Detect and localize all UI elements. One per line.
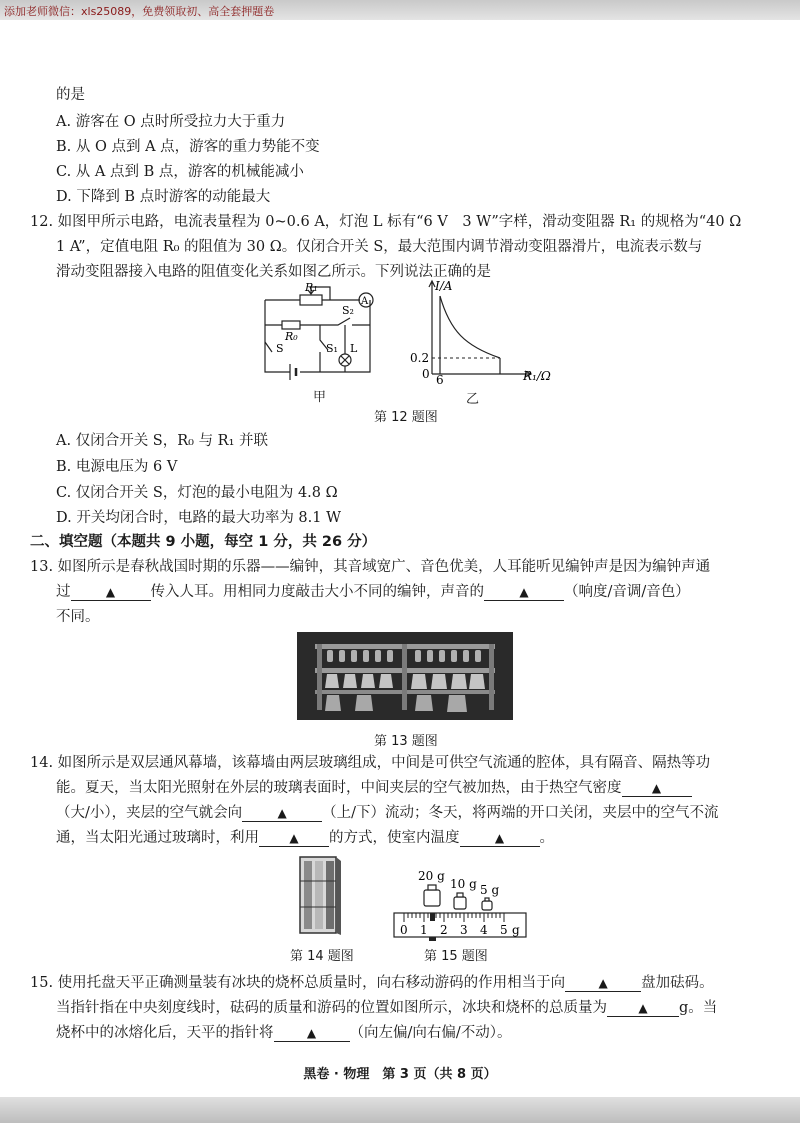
- r1-label: R₁: [305, 281, 318, 294]
- q11-stem-end: 的是: [56, 87, 85, 103]
- q12-option-c: C. 仅闭合开关 S，灯泡的最小电阻为 4.8 Ω: [56, 485, 338, 501]
- section-2-heading: 二、填空题（本题共 9 小题，每空 1 分，共 26 分）: [30, 534, 377, 550]
- q14-blank-1[interactable]: ▲: [622, 780, 692, 797]
- scale-label-4: 4: [480, 923, 488, 937]
- q12-option-a: A. 仅闭合开关 S，R₀ 与 R₁ 并联: [56, 433, 269, 449]
- q13-line-3: 不同。: [56, 609, 100, 625]
- q11-option-d: D. 下降到 B 点时游客的动能最大: [56, 189, 271, 205]
- lamp-label: L: [350, 342, 358, 355]
- q11-option-c: C. 从 A 点到 B 点，游客的机械能减小: [56, 164, 304, 180]
- q12-option-b: B. 电源电压为 6 V: [56, 459, 178, 475]
- circuit-caption: 甲: [313, 390, 327, 405]
- scale-label-0: 0: [400, 923, 408, 937]
- q15-blank-1[interactable]: ▲: [565, 975, 641, 992]
- q11-option-b: B. 从 O 点到 A 点，游客的重力势能不变: [56, 139, 320, 155]
- watermark-text: 添加老师微信：xls25089，免费领取初、高全套押题卷: [4, 5, 275, 18]
- q15-line-3: 烧杯中的冰熔化后，天平的指针将 ▲ （向左偏/向右偏/不动）。: [56, 1025, 512, 1041]
- q12-circuit-diagram: [250, 280, 390, 400]
- q12-line-1: 12. 如图甲所示电路，电流表量程为 0~0.6 A，灯泡 L 标有“6 V 3 W”字样，滑动变阻器 R₁ 的规格为“40 Ω: [30, 214, 742, 230]
- q14-curtain-wall-figure: [298, 855, 342, 937]
- q12-figure-caption: 第 12 题图: [374, 410, 438, 425]
- q14-line-4: 通，当太阳光通过玻璃时，利用 ▲ 的方式，使室内温度 ▲ 。: [56, 830, 554, 846]
- q15-blank-3[interactable]: ▲: [274, 1025, 350, 1042]
- q15-figure-caption: 第 15 题图: [424, 949, 488, 964]
- q12-line-2: 1 A”，定值电阻 R₀ 的阻值为 30 Ω。仅闭合开关 S，最大范围内调节滑动变阻器滑片，电流表示数与: [56, 239, 703, 255]
- q11-option-a: A. 游客在 O 点时所受拉力大于重力: [56, 114, 286, 130]
- q12-current-resistance-graph: [410, 276, 560, 386]
- q15-line-2: 当指针指在中央刻度线时，砝码的质量和游码的位置如图所示，冰块和烧杯的总质量为 ▲ g。当: [56, 1000, 718, 1016]
- y-tick-label: 0.2: [410, 351, 430, 365]
- s2-label: S₂: [342, 304, 354, 317]
- scale-label-3: 3: [460, 923, 468, 937]
- top-scan-bar: [0, 0, 800, 20]
- q14-line-3: （大/小），夹层的空气就会向 ▲ （上/下）流动；冬天，将两端的开口关闭，夹层中的空气不流: [56, 805, 719, 821]
- q12-option-d: D. 开关均闭合时，电路的最大功率为 8.1 W: [56, 510, 342, 526]
- q14-figure-caption: 第 14 题图: [290, 949, 354, 964]
- q13-line-2: 过 ▲ 传入人耳。用相同力度敲击大小不同的编钟，声音的 ▲ （响度/音调/音色）: [56, 584, 690, 600]
- weight-5g-label: 5 g: [480, 883, 500, 897]
- q13-blank-1[interactable]: ▲: [71, 584, 151, 601]
- s1-label: S₁: [326, 342, 338, 355]
- scale-label-1: 1: [420, 923, 428, 937]
- q14-line-2: 能。夏天，当太阳光照射在外层的玻璃表面时，中间夹层的空气被加热，由于热空气密度 ▲: [56, 777, 692, 799]
- x-axis-label: R₁/Ω: [523, 369, 551, 383]
- q14-blank-3[interactable]: ▲: [259, 830, 329, 847]
- page-footer: 黑卷 · 物理 第 3 页（共 8 页）: [303, 1067, 497, 1082]
- bottom-scan-bar: [0, 1097, 800, 1123]
- weight-10g-label: 10 g: [450, 877, 477, 891]
- q14-line-1: 14. 如图所示是双层通风幕墙，该幕墙由两层玻璃组成，中间是可供空气流通的腔体，具有隔音、隔热等功: [30, 755, 711, 771]
- q15-blank-2[interactable]: ▲: [607, 1000, 679, 1017]
- q13-bianzhong-photo: [297, 632, 513, 720]
- weight-20g-label: 20 g: [418, 869, 445, 883]
- graph-caption: 乙: [466, 392, 480, 407]
- s-label: S: [276, 342, 284, 355]
- scale-unit-label: g: [512, 923, 520, 937]
- scale-label-2: 2: [440, 923, 448, 937]
- q15-line-1: 15. 使用托盘天平正确测量装有冰块的烧杯总质量时，向右移动游码的作用相当于向 ▲ 盘加砝码。: [30, 975, 714, 991]
- y-axis-label: I/A: [435, 279, 453, 293]
- q14-blank-4[interactable]: ▲: [460, 830, 540, 847]
- ammeter-label: A: [361, 296, 369, 307]
- q13-line-1: 13. 如图所示是春秋战国时期的乐器——编钟，其音域宽广、音色优美，人耳能听见编钟声是因为编钟声通: [30, 559, 711, 575]
- q14-blank-2[interactable]: ▲: [242, 805, 322, 822]
- x-tick-label: 6: [436, 373, 444, 386]
- scale-label-5: 5: [500, 923, 508, 937]
- q15-balance-figure: [392, 866, 528, 944]
- origin-label: 0: [422, 367, 430, 381]
- q13-figure-caption: 第 13 题图: [374, 734, 438, 749]
- r0-label: R₀: [285, 330, 298, 343]
- q13-blank-2[interactable]: ▲: [484, 584, 564, 601]
- q12-line-3: 滑动变阻器接入电路的阻值变化关系如图乙所示。下列说法正确的是: [56, 264, 491, 280]
